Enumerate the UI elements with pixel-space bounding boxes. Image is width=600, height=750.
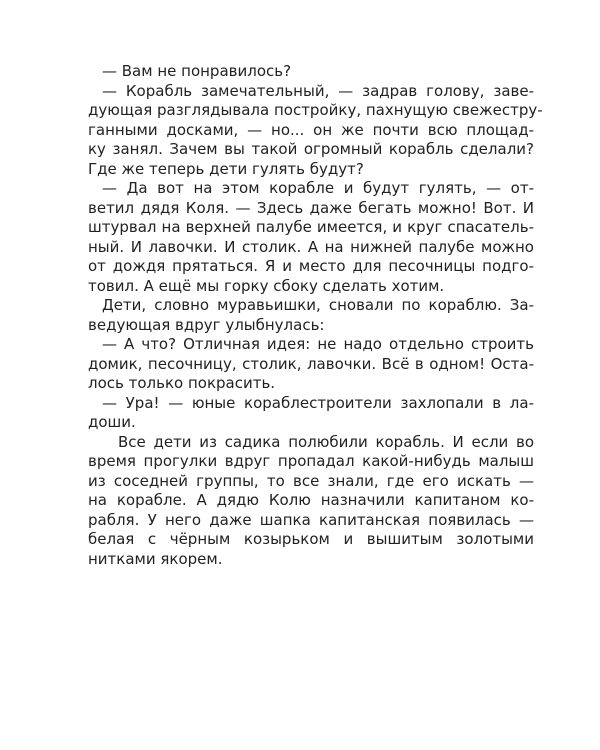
text-line: — Ура! — юные кораблестроители захлопали в ла-: [102, 393, 534, 412]
text-line: ку занял. Зачем вы такой огромный корабль сделали?: [88, 140, 534, 158]
text-line: — А что? Отличная идея: не надо отдельно строить: [102, 335, 534, 353]
text-line: на корабле. А дядю Колю назначили капитаном ко-: [88, 491, 534, 509]
text-line: — Да вот на этом корабле и будут гулять, — от-: [102, 179, 534, 197]
text-line: ветил дядя Коля. — Здесь даже бегать можно! Вот. И: [88, 198, 534, 217]
text-line: Где же теперь дети гулять будут?: [88, 159, 364, 178]
text-line: — Вам не понравилось?: [102, 62, 292, 80]
text-line: домик, песочницу, столик, лавочки. Всё в одном! Оста-: [88, 354, 534, 373]
text-line: товил. А ещё мы горку сбоку сделать хотим.: [88, 276, 445, 295]
text-line: нитками якорем.: [88, 549, 223, 568]
text-line: дующая разглядывала постройку, пахнущую свежестру-: [88, 101, 543, 119]
text-line: от дождя прятаться. Я и место для песочницы подго-: [88, 257, 534, 275]
text-line: штурвал на верхней палубе имеется, и круг спасатель-: [88, 218, 534, 236]
text-line: лось только покрасить.: [88, 374, 276, 392]
text-line: из соседней группы, то все знали, где его искать —: [88, 471, 534, 490]
text-line: ный. И лавочки. И столик. А на нижней палубе можно: [88, 237, 534, 256]
text-line: ганными досками, — но... он же почти всю площад-: [88, 120, 534, 139]
text-line: — Корабль замечательный, — задрав голову, заве-: [102, 81, 534, 100]
text-line: Все дети из садика полюбили корабль. И если во: [118, 432, 534, 451]
text-line: белая с чёрным козырьком и вышитым золотыми: [88, 530, 534, 548]
story-text: [88, 62, 543, 569]
text-line: время прогулки вдруг пропадал какой-нибудь малыш: [88, 452, 534, 470]
text-line: ведующая вдруг улыбнулась:: [88, 315, 325, 334]
text-line: рабля. У него даже шапка капитанская появилась —: [88, 510, 534, 529]
text-line: доши.: [88, 413, 136, 431]
text-line: Дети, словно муравьишки, сновали по кораблю. За-: [102, 296, 534, 314]
